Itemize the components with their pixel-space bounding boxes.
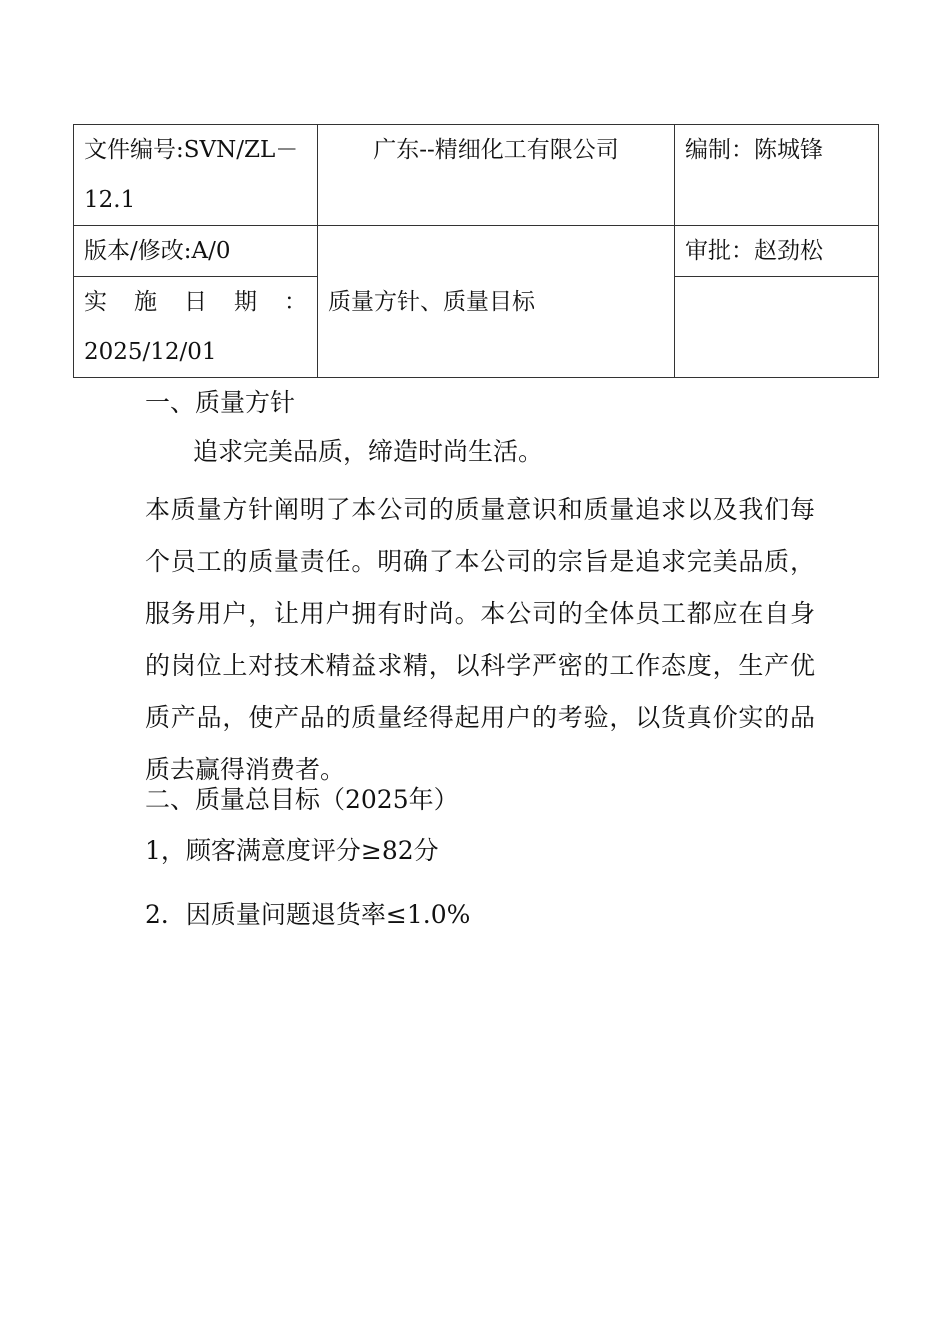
quality-policy-statement: 追求完美品质，缔造时尚生活。 (193, 437, 544, 466)
prepared-by-cell (675, 125, 879, 226)
company-name: 广东--精细化工有限公司 (373, 137, 619, 163)
policy-paragraph: 本质量方针阐明了本公司的质量意识和质量追求以及我们每个员工的质量责任。明确了本公司的宗旨是追求完美品质，服务用户，让用户拥有时尚。本公司的全体员工都应在自身的岗位上对技术精益求精，以科学严密的工作态度，生产优质产品，使产品的质量经得起用户的考验，以货真价实的品质去赢得消费者。 (145, 495, 815, 784)
version: 版本/修改:A/0 (84, 238, 231, 264)
document-header-table (73, 124, 879, 378)
doc-title: 质量方针、质量目标 (328, 288, 535, 315)
version-cell (74, 226, 318, 277)
section1-heading: 一、质量方针 (145, 388, 296, 417)
target-item-1: 1，顾客满意度评分≥82分 (145, 836, 439, 865)
approved-by: 审批：赵劲松 (685, 238, 823, 264)
doc-title-cell (318, 226, 675, 378)
doc-number-cell (74, 125, 318, 226)
doc-number: 文件编号:SVN/ZL－12.1 (84, 137, 299, 213)
target-item-2: 2．因质量问题退货率≤1.0% (145, 900, 471, 929)
effective-date: 2025/12/01 (84, 339, 217, 365)
effective-date-cell (74, 277, 318, 378)
effective-date-label: 实 施 日 期 ： (84, 289, 307, 315)
section2-heading: 二、质量总目标（2025年） (145, 785, 459, 814)
approved-by-cell (675, 226, 879, 277)
prepared-by: 编制：陈城锋 (685, 137, 823, 163)
empty-cell (675, 277, 879, 378)
company-cell (318, 125, 675, 226)
